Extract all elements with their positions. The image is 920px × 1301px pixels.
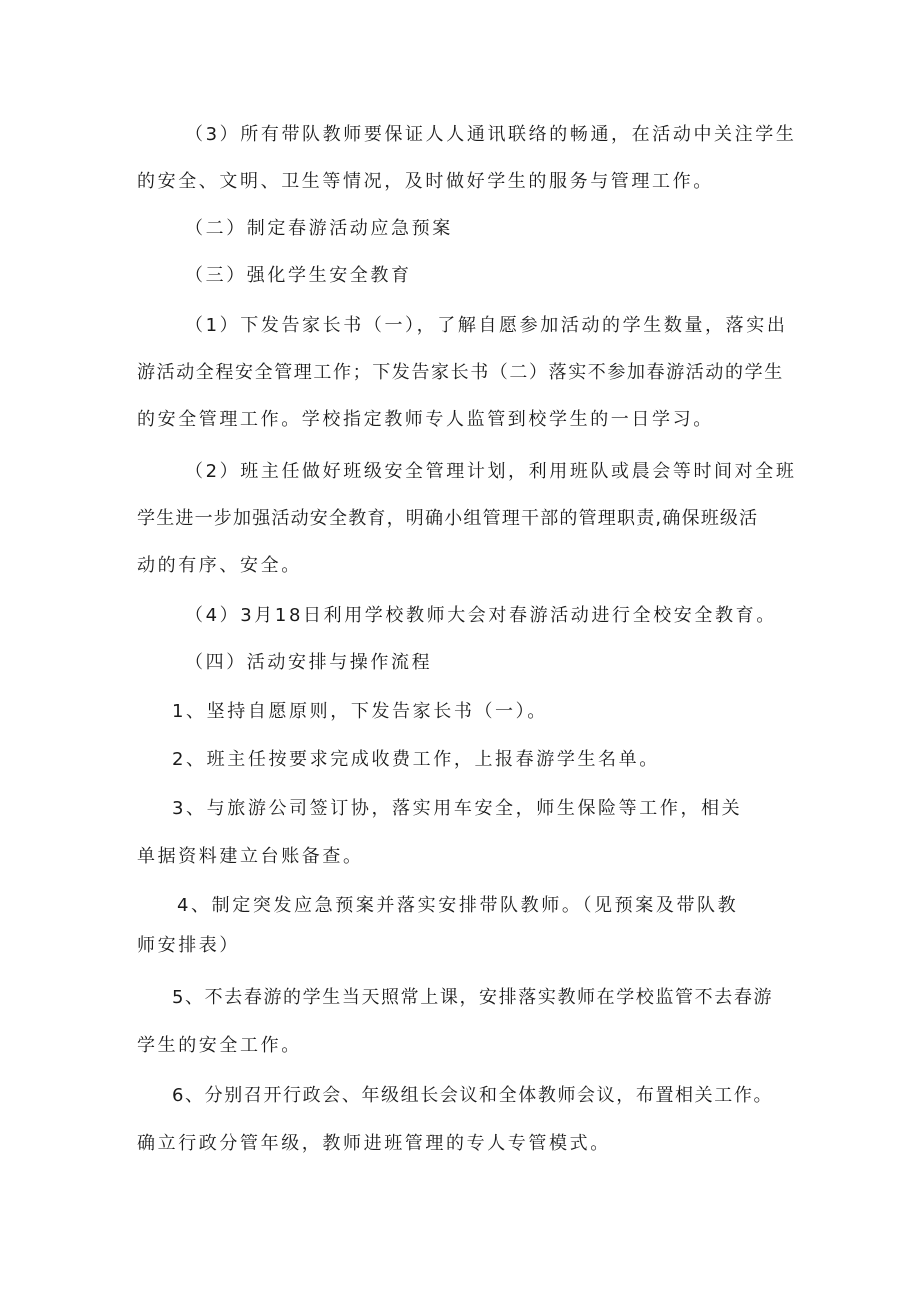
paragraph-line: 的安全、文明、卫生等情况，及时做好学生的服务与管理工作。 [137,171,714,192]
list-item-continuation: 师安排表） [137,935,240,956]
paragraph-line: 游活动全程安全管理工作；下发告家长书（二）落实不参加春游活动的学生 [137,362,784,383]
paragraph-line: 动的有序、安全。 [137,555,302,576]
section-heading: （四）活动安排与操作流程 [185,652,433,673]
list-item: 4、制定突发应急预案并落实安排带队教师。（见预案及带队教 [177,895,739,916]
list-item: 5、不去春游的学生当天照常上课，安排落实教师在学校监管不去春游 [172,987,774,1008]
paragraph-line: 的安全管理工作。学校指定教师专人监管到校学生的一日学习。 [137,409,714,430]
list-item: 1、坚持自愿原则，下发告家长书（一）。 [172,701,548,722]
paragraph-line: （1）下发告家长书（一），了解自愿参加活动的学生数量，落实出 [185,315,788,336]
paragraph-line: 学生进一步加强活动安全教育，明确小组管理干部的管理职责,确保班级活 [137,508,759,529]
paragraph-line: （2）班主任做好班级安全管理计划，利用班队或晨会等时间对全班 [185,461,797,482]
list-item-continuation: 确立行政分管年级，教师进班管理的专人专管模式。 [137,1133,611,1154]
list-item: 2、班主任按要求完成收费工作，上报春游学生名单。 [172,749,660,770]
list-item-continuation: 学生的安全工作。 [137,1035,302,1056]
section-heading: （二）制定春游活动应急预案 [185,218,453,239]
list-item: 3、与旅游公司签订协，落实用车安全，师生保险等工作，相关 [172,798,743,819]
paragraph-line: （4）3月18日利用学校教师大会对春游活动进行全校安全教育。 [185,605,777,626]
paragraph-line: （3）所有带队教师要保证人人通讯联络的畅通，在活动中关注学生 [185,124,797,145]
list-item-continuation: 单据资料建立台账备查。 [137,846,364,867]
list-item: 6、分别召开行政会、年级组长会议和全体教师会议，布置相关工作。 [172,1085,774,1106]
section-heading: （三）强化学生安全教育 [185,265,412,286]
